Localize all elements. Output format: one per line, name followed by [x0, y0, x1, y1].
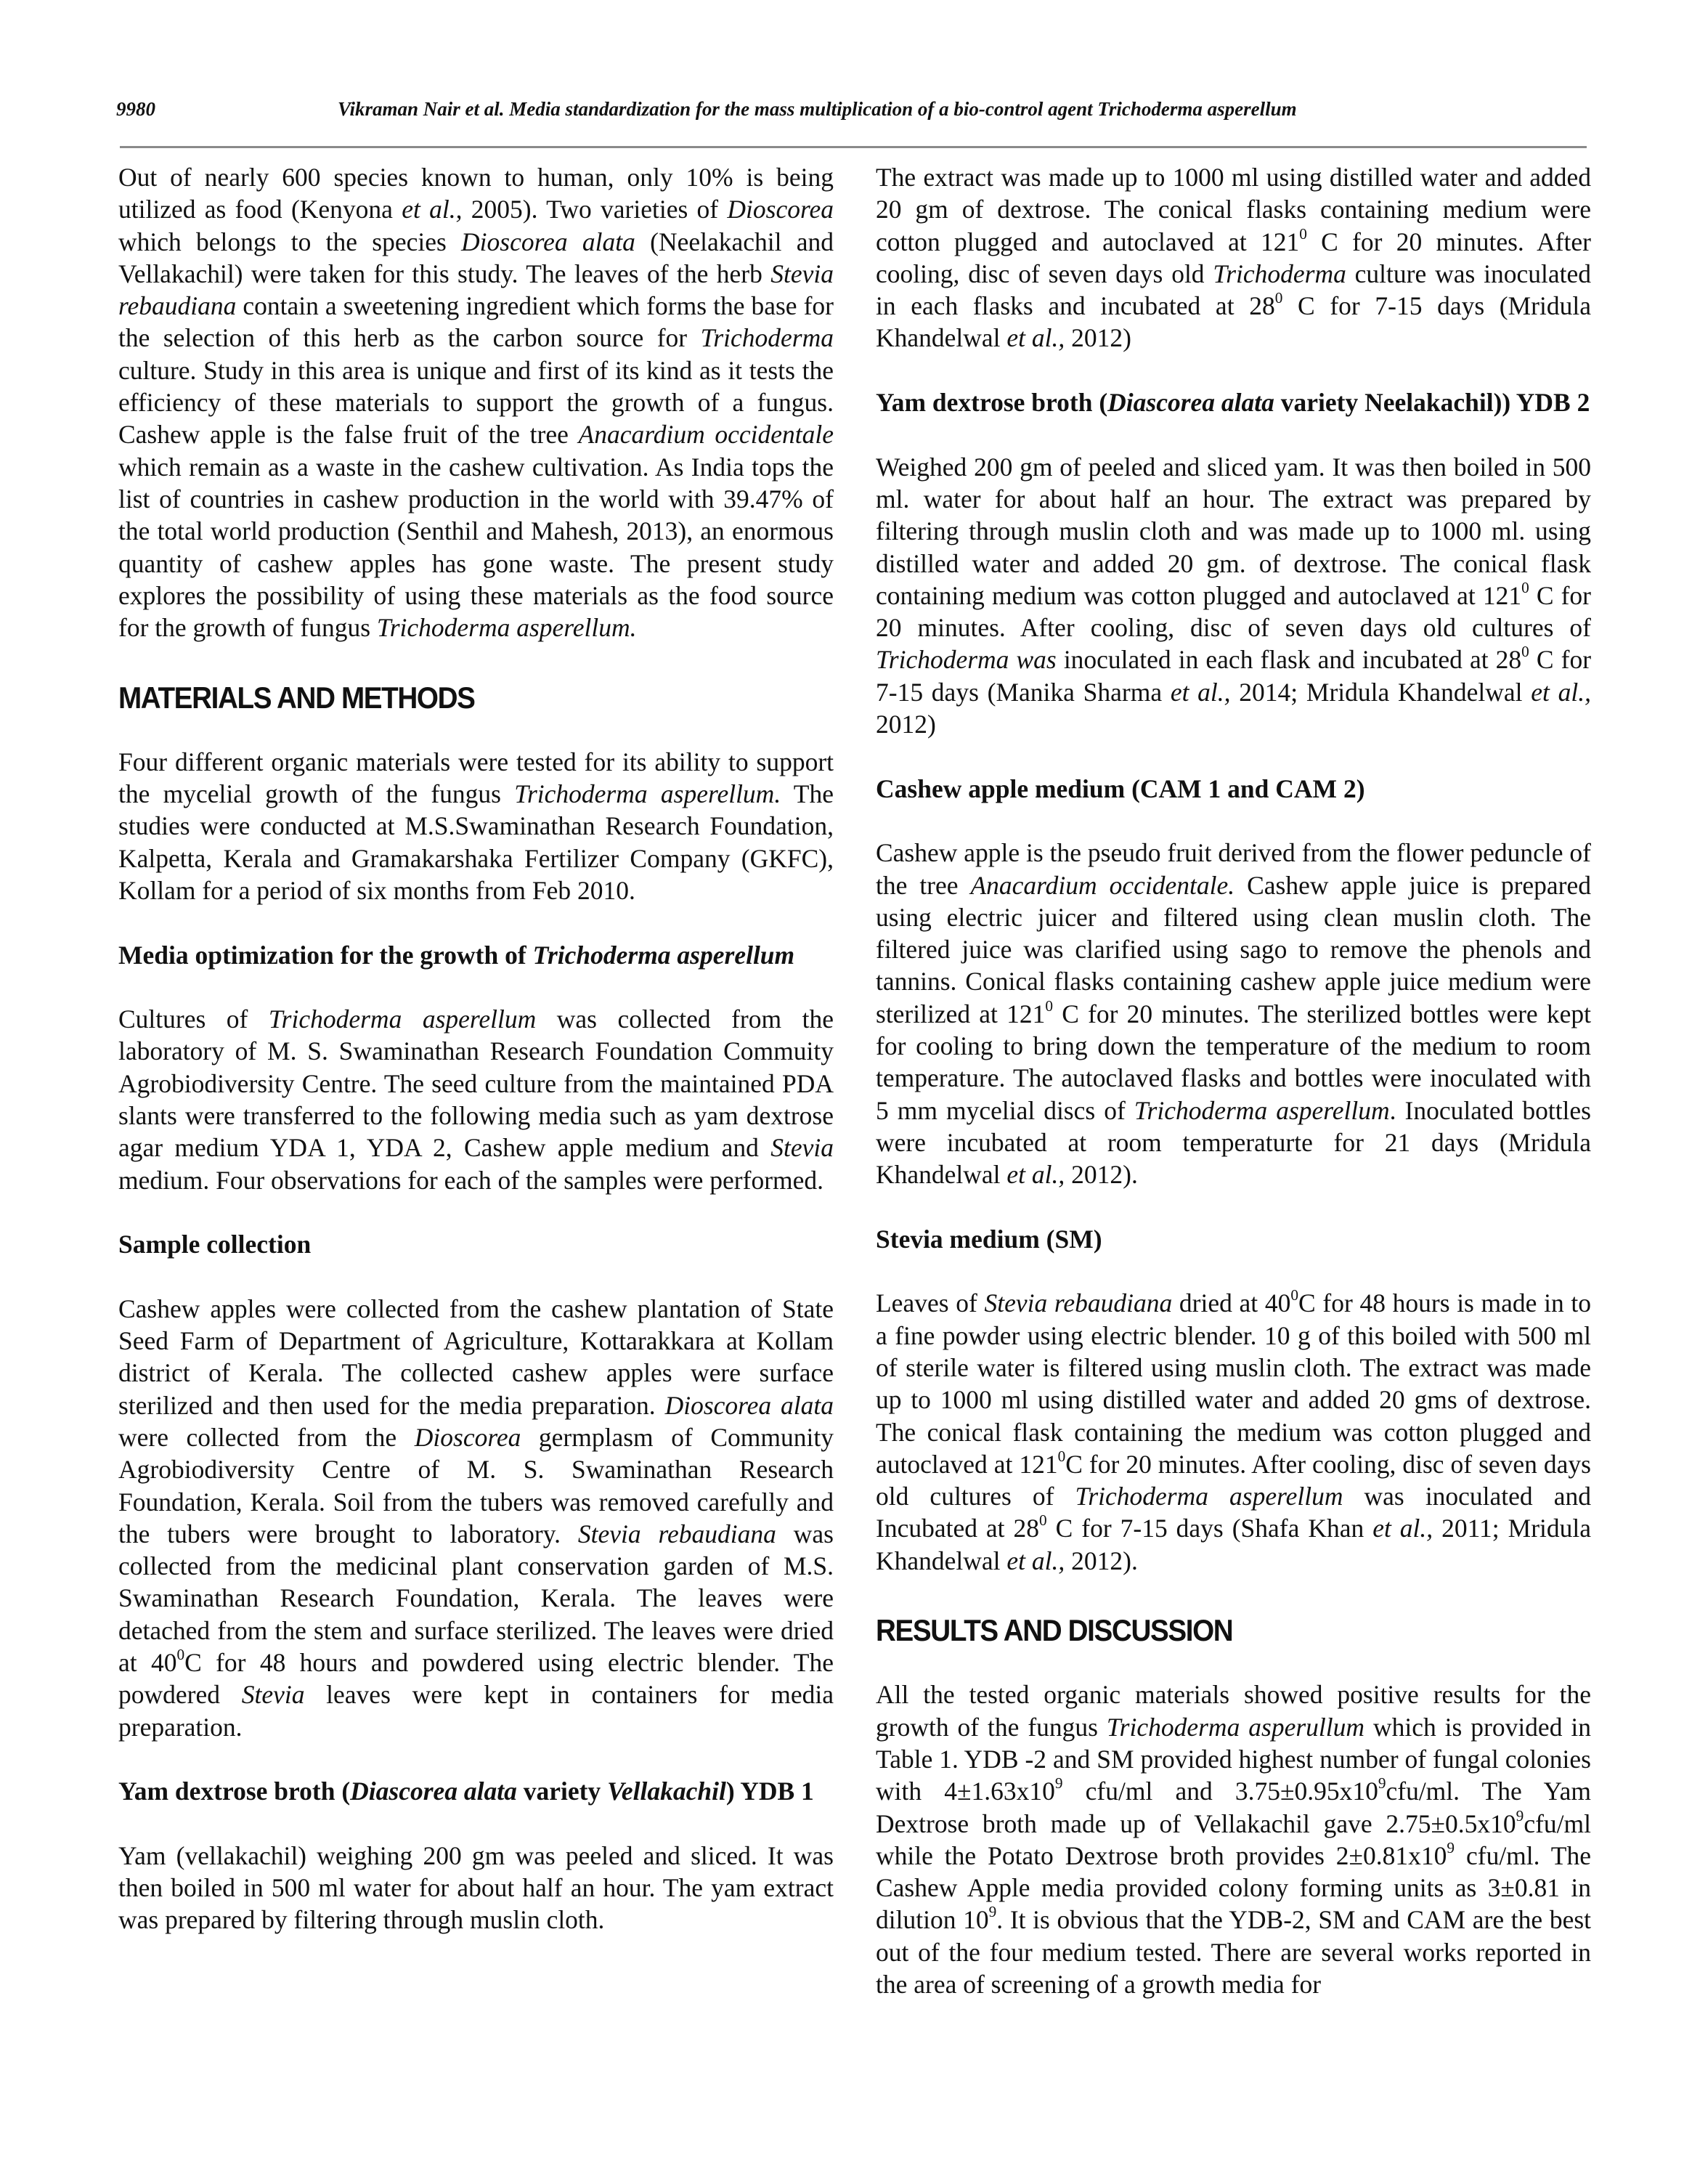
superscript: 0 [1045, 996, 1054, 1015]
text-run: culture. Study in this area is unique and first of its kind as it tests the efficiency of these materials to support the growth of a fungus. Cashew apple is the false fruit of the tree [118, 355, 834, 450]
text-run: MATERIALS AND METHODS [118, 680, 475, 715]
text-run: culture was inoculated in each flasks and incubated at 28 [876, 259, 1591, 321]
text-run: medium. Four observations for each of the samples were performed. [118, 1165, 824, 1195]
body-paragraph [118, 161, 834, 644]
subsection-heading [118, 939, 834, 971]
subsection-heading [876, 386, 1591, 418]
body-paragraph [118, 1293, 834, 1743]
running-header [116, 93, 1590, 125]
italic-run: Diascorea alata [1107, 388, 1274, 418]
text-run: . Inoculated bottles were incubated at room temperaturte for 21 days (Mridula Khandelwal [876, 1095, 1591, 1190]
text-run: Four different organic materials were tested for its ability to support the mycelial growth of the fungus [118, 747, 834, 809]
italic-run: et al., [1372, 1514, 1433, 1543]
italic-run: Diascorea alata [350, 1777, 517, 1806]
text-run: RESULTS AND DISCUSSION [876, 1613, 1233, 1648]
text-run: which belongs to the species [118, 227, 462, 256]
left-column [118, 161, 834, 1936]
subsection-heading [118, 1228, 834, 1260]
superscript: 0 [1299, 224, 1307, 243]
superscript: 9 [1054, 1774, 1063, 1793]
italic-run: Stevia rebaudiana [577, 1519, 776, 1548]
italic-run: Stevia rebaudiana [984, 1288, 1173, 1318]
running-title: Vikraman Nair et al. Media standardization for the mass multiplication of a bio-control agent Trichoderma asperellum [338, 98, 1297, 120]
body-paragraph [118, 1840, 834, 1936]
body-paragraph [876, 451, 1591, 741]
text-run: Out of nearly 600 species known to human, only 10% is being utilized as food (Kenyona [118, 163, 834, 224]
italic-run: Stevia [770, 1133, 834, 1163]
text-run: . It is obvious that the YDB-2, SM and CAM are the best out of the four medium tested. There are several works reported in the area of screening of a growth media for [876, 1905, 1591, 2000]
superscript: 9 [1516, 1806, 1524, 1824]
text-run: dried at 40 [1172, 1288, 1291, 1318]
italic-run: Trichoderma [700, 323, 834, 353]
text-run: 2012). [1065, 1160, 1138, 1190]
text-run: C for 7-15 days (Manika Sharma [876, 645, 1592, 707]
text-run: leaves were kept in containers for media preparation. [118, 1680, 834, 1742]
text-run: C for 48 hours is made in to a fine powder using electric blender. 10 g of this boiled with 500 ml of sterile water is filtered using muslin cloth. The extract was made up to 1000 ml using distilled water and added 20 gms of dextrose. The conical flask containing the medium was cotton plugged and autoclaved at 121 [876, 1288, 1592, 1479]
text-run: contain a sweetening ingredient which forms the base for the selection of this herb as the carbon source for [118, 291, 834, 353]
text-run: The studies were conducted at M.S.Swaminathan Research Foundation, Kalpetta, Kerala and Gramakarshaka Fertilizer Company (GKFC), Kollam for a period of six months from Feb 2010. [118, 779, 834, 905]
body-paragraph [876, 161, 1591, 354]
text-run: Cashew apples were collected from the cashew plantation of State Seed Farm of Department of Agriculture, Kottarakkara at Kollam district of Kerala. The collected cashew apples were surface sterilized and then used for the media preparation. [118, 1294, 834, 1420]
text-run: Media optimization for the growth of [118, 940, 533, 970]
header-rule [120, 146, 1587, 148]
text-run: germplasm of Community Agrobiodiversity Centre of M. S. Swaminathan Research Foundation, Kerala. Soil from the tubers was removed carefully and the tubers were brought to laboratory. [118, 1422, 834, 1548]
text-run: Yam dextrose broth ( [118, 1777, 351, 1806]
text-run: 2012) [876, 710, 936, 739]
text-run: Leaves of [876, 1288, 985, 1318]
text-run: Weighed 200 gm of peeled and sliced yam. It was then boiled in 500 ml. water for about half an hour. The extract was prepared by filtering through muslin cloth and was made up to 1000 ml. using distilled water and added 20 gm. of dextrose. The conical flask containing medium was cotton plugged and autoclaved at 121 [876, 452, 1591, 610]
text-run: was collected from the laboratory of M. S. Swaminathan Research Foundation Commuity Agrobiodiversity Centre. The seed culture from the maintained PDA slants were transferred to the following media such as yam dextrose agar medium YDA 1, YDA 2, Cashew apple medium and [118, 1004, 834, 1163]
subsection-heading [118, 1775, 834, 1807]
text-run: C for 7-15 days (Shafa Khan [1046, 1514, 1373, 1543]
text-run: Sample collection [118, 1230, 312, 1259]
italic-run: Dioscorea [414, 1422, 521, 1452]
italic-run: et al., [1006, 323, 1065, 353]
text-run: ) YDB 1 [725, 1777, 814, 1806]
text-run: 2014; Mridula Khandelwal [1230, 677, 1532, 707]
text-run: 2005). Two varieties of [462, 195, 728, 224]
italic-run: Trichoderma [1213, 259, 1346, 288]
italic-run: Trichoderma asperellum. [376, 613, 637, 643]
italic-run: Anacardium occidentale. [970, 870, 1235, 900]
text-run: Cultures of [118, 1004, 269, 1034]
superscript: 9 [1378, 1774, 1386, 1793]
text-run: was inoculated and Incubated at 28 [876, 1482, 1592, 1543]
italic-run: Trichoderma asperellum [532, 940, 795, 970]
text-run: cfu/ml. The Cashew Apple media provided colony forming units as 3±0.81 in dilution 10 [876, 1840, 1592, 1935]
text-run: Cashew apple juice is prepared using electric juicer and filtered using clean muslin cloth. The filtered juice was clarified using sago to remove the phenols and tannins. Conical flasks containing cashew apple juice medium were sterilized at 121 [876, 870, 1591, 1028]
body-paragraph [876, 1678, 1591, 2000]
superscript: 0 [1057, 1447, 1066, 1465]
body-paragraph [118, 746, 834, 906]
italic-run: et al., [402, 195, 463, 224]
body-paragraph [118, 1003, 834, 1196]
text-run: Cashew apple is the pseudo fruit derived from the flower peduncle of the tree [876, 838, 1591, 900]
superscript: 0 [1521, 578, 1529, 596]
italic-run: Trichoderma asperullum [1106, 1712, 1365, 1742]
text-run: 2012) [1065, 323, 1131, 353]
text-run: All the tested organic materials showed positive results for the growth of the fungus [876, 1680, 1591, 1742]
text-run: which is provided in Table 1. YDB -2 and SM provided highest number of fungal colonies with 4±1.63x10 [876, 1712, 1591, 1806]
italic-run: Vellakachil [607, 1777, 726, 1806]
italic-run: Trichoderma asperellum. [514, 779, 781, 809]
text-run: 2012). [1065, 1546, 1138, 1575]
text-run: C for 20 minutes. After cooling, disc of seven days old cultures of [876, 580, 1591, 643]
text-run: C for 48 hours and powdered using electric blender. The powdered [118, 1648, 834, 1710]
section-heading [876, 1609, 1534, 1652]
italic-run: et al., [1531, 677, 1591, 707]
italic-run: Trichoderma asperellum [1075, 1482, 1343, 1511]
italic-run: Stevia rebaudiana [118, 259, 834, 321]
text-run: Yam dextrose broth ( [876, 388, 1108, 418]
italic-run: Stevia [241, 1680, 305, 1710]
superscript: 0 [176, 1646, 185, 1664]
text-run: cfu/ml. The Yam Dextrose broth made up of Vellakachil gave 2.75±0.5x10 [876, 1777, 1591, 1838]
italic-run: Trichoderma asperellum [268, 1004, 537, 1034]
right-column [876, 161, 1591, 2000]
superscript: 0 [1521, 643, 1529, 661]
italic-run: Dioscorea [727, 195, 834, 224]
italic-run: Anacardium occidentale [578, 420, 834, 450]
text-run: variety [516, 1777, 608, 1806]
italic-run: Trichoderma was [876, 645, 1057, 675]
italic-run: et al., [1170, 677, 1231, 707]
text-run: variety Neelakachil)) YDB 2 [1274, 388, 1590, 418]
subsection-heading [876, 1223, 1591, 1255]
text-run: Stevia medium (SM) [876, 1224, 1102, 1254]
text-run: cfu/ml while the Potato Dextrose broth provides 2±0.81x10 [876, 1809, 1591, 1870]
superscript: 9 [988, 1903, 997, 1921]
text-run: cfu/ml and 3.75±0.95x10 [1062, 1777, 1378, 1806]
page-number: 9980 [116, 98, 155, 120]
text-run: 2011; Mridula Khandelwal [876, 1514, 1592, 1575]
subsection-heading [876, 773, 1591, 805]
body-paragraph [876, 837, 1591, 1190]
text-run: inoculated in each flask and incubated at 28 [1056, 645, 1522, 675]
body-paragraph [876, 1287, 1591, 1577]
text-run: C for 7-15 days (Mridula Khandelwal [876, 291, 1591, 353]
italic-run: et al., [1006, 1160, 1065, 1190]
text-run: (Neelakachil and Vellakachil) were taken for this study. The leaves of the herb [118, 227, 834, 288]
italic-run: Trichoderma asperellum [1134, 1095, 1390, 1125]
superscript: 0 [1290, 1286, 1299, 1304]
superscript: 0 [1274, 289, 1283, 307]
italic-run: Dioscorea alata [664, 1390, 834, 1420]
text-run: which remain as a waste in the cashew cultivation. As India tops the list of countries in cashew production in the world with 39.47% of the total world production (Senthil and Mahesh, 2013), an enormous quantity of cashew apples has gone waste. The present study explores the possibility of using these materials as the food source for the growth of fungus [118, 452, 834, 643]
superscript: 9 [1447, 1838, 1455, 1856]
italic-run: et al., [1006, 1546, 1065, 1575]
superscript: 0 [1039, 1511, 1047, 1530]
text-run: were collected from the [118, 1422, 415, 1452]
text-run: Yam (vellakachil) weighing 200 gm was peeled and sliced. It was then boiled in 500 ml water for about half an hour. The yam extract was prepared by filtering through muslin cloth. [118, 1840, 834, 1935]
text-run: Cashew apple medium (CAM 1 and CAM 2) [876, 774, 1365, 803]
text-run: was collected from the medicinal plant conservation garden of M.S. Swaminathan Research Foundation, Kerala. The leaves were detached from the stem and surface sterilized. The leaves were dried at 40 [118, 1519, 834, 1678]
text-run: C for 20 minutes. After cooling, disc of seven days old [876, 227, 1591, 288]
text-run: C for 20 minutes. The sterilized bottles were kept for cooling to bring down the temperature of the medium to room temperature. The autoclaved flasks and bottles were inoculated with 5 mm mycelial discs of [876, 999, 1591, 1125]
section-heading [118, 676, 776, 720]
text-run: The extract was made up to 1000 ml using distilled water and added 20 gm of dextrose. The conical flasks containing medium were cotton plugged and autoclaved at 121 [876, 163, 1591, 256]
text-run: C for 20 minutes. After cooling, disc of seven days old cultures of [876, 1449, 1591, 1511]
italic-run: Dioscorea alata [461, 227, 635, 256]
